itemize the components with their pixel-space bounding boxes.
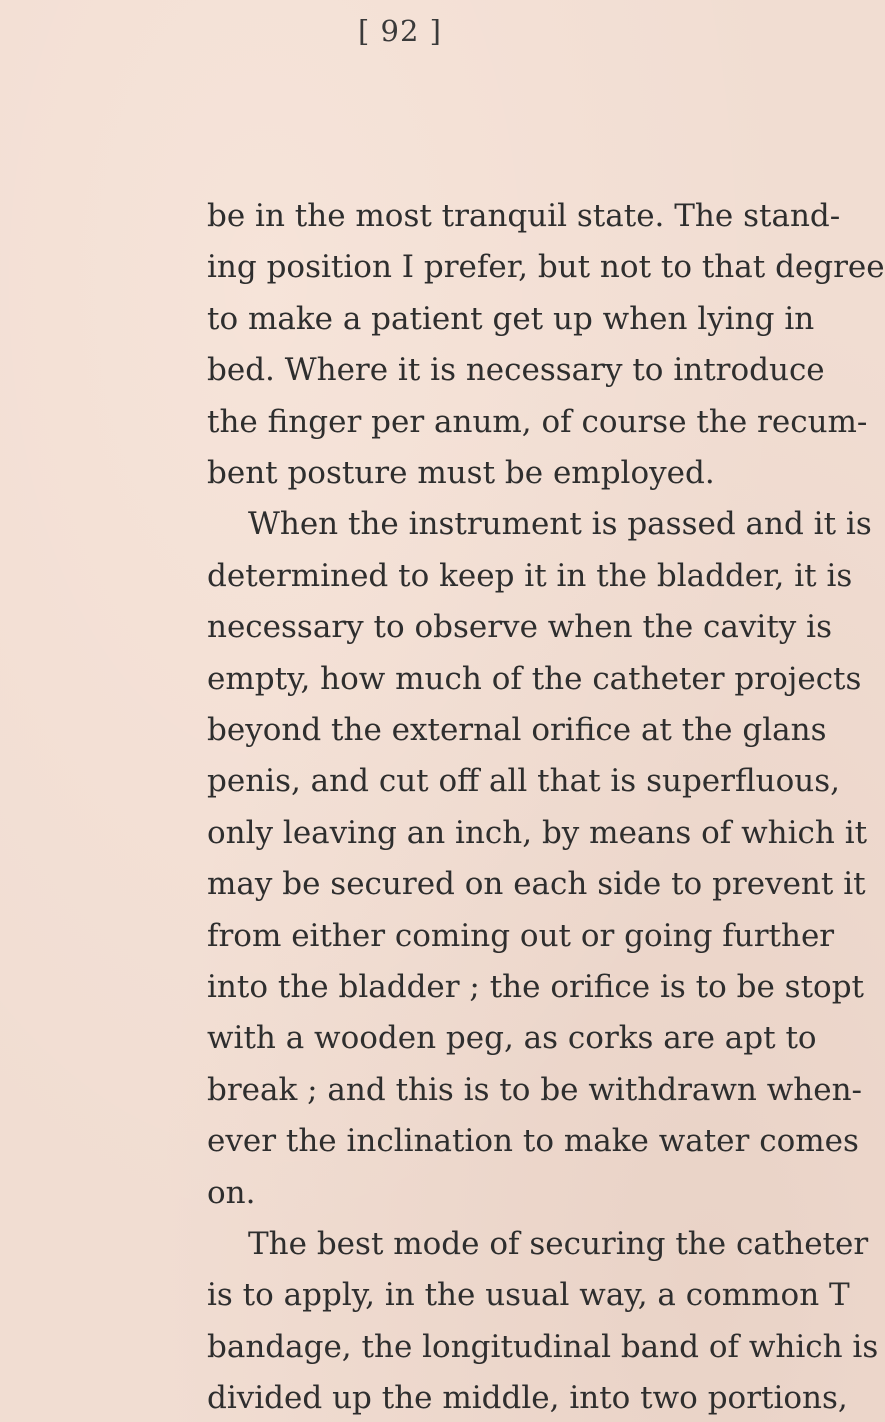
text-line: determined to keep it in the bladder, it is — [207, 557, 853, 594]
text-line: beyond the external orifice at the glans — [207, 712, 827, 748]
text-line: into the bladder ; the orifice is to be stopt — [207, 969, 865, 1005]
text-line: empty, how much of the catheter projects — [207, 660, 862, 697]
text-line: to make a patient get up when lying in — [207, 300, 815, 337]
text-line: from either coming out or going further — [207, 917, 835, 954]
text-line: necessary to observe when the cavity is — [207, 609, 832, 646]
page-number: [ 92 ] — [358, 14, 442, 48]
text-line: bent posture must be employed. — [207, 455, 715, 491]
text-line: may be secured on each side to prevent it — [207, 866, 866, 903]
text-line: break ; and this is to be withdrawn when- — [207, 1071, 863, 1108]
text-line: ever the inclination to make water comes — [207, 1123, 859, 1160]
text-line: only leaving an inch, by means of which it — [207, 814, 868, 851]
text-line: be in the most tranquil state. The stand- — [207, 198, 841, 234]
text-line: the finger per anum, of course the recum- — [207, 403, 868, 440]
text-line: The best mode of securing the catheter — [248, 1226, 869, 1262]
text-line: bandage, the longitudinal band of which is — [207, 1328, 879, 1365]
text-line: ing position I prefer, but not to that degree — [207, 249, 885, 286]
text-line: bed. Where it is necessary to introduce — [207, 352, 825, 389]
text-line: penis, and cut off all that is superfluous, — [207, 763, 840, 800]
text-line: When the instrument is passed and it is — [248, 506, 872, 543]
text-line: on. — [207, 1174, 256, 1211]
text-line: with a wooden peg, as corks are apt to — [207, 1020, 817, 1057]
text-line: is to apply, in the usual way, a common T — [207, 1277, 850, 1314]
text-line: divided up the middle, into two portions, — [207, 1380, 848, 1417]
